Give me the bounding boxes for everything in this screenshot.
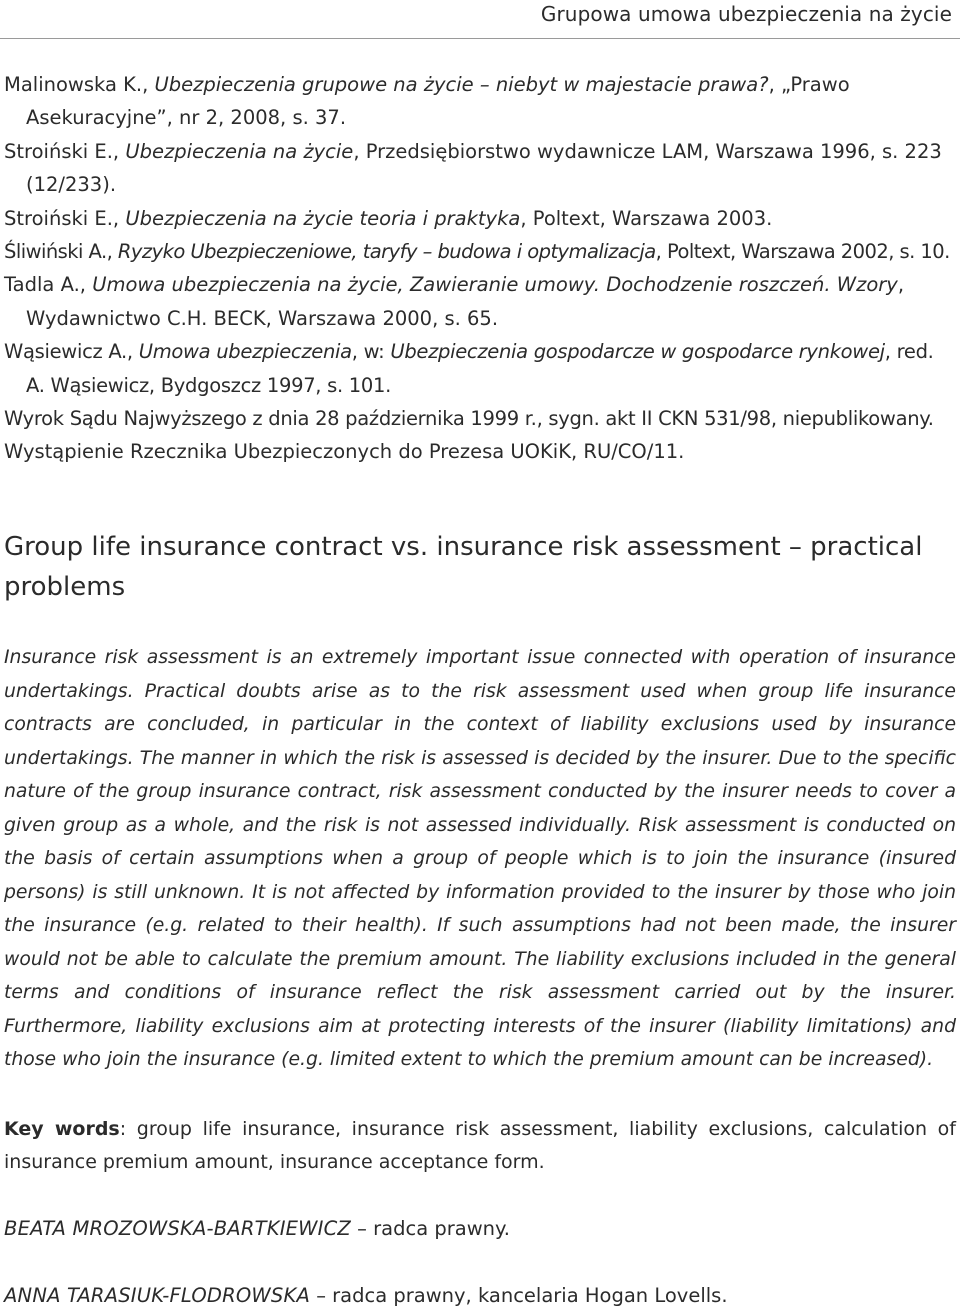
ref-title: Ubezpieczenia gospodarcze w gospodarce rynkowej xyxy=(390,340,885,364)
ref-details: Poltext, Warszawa 2002, s. 10. xyxy=(666,240,950,264)
ref-author: Stroiński E. xyxy=(4,139,113,163)
author-note xyxy=(4,1214,510,1244)
ref-details: Wydawnictwo C.H. BECK, Warszawa 2000, s. 65. xyxy=(26,306,499,330)
reference-item: Tadla A., Umowa ubezpieczenia na życie, Zawieranie umowy. Dochodzenie roszczeń. Wzory, Wydawnictwo C.H. BECK, Warszawa 2000, s. 65. xyxy=(4,273,905,330)
reference-item: Stroiński E., Ubezpieczenia na życie teoria i praktyka, Poltext, Warszawa 2003. xyxy=(4,206,773,230)
ref-details: red. A. Wąsiewicz, Bydgoszcz 1997, s. 101. xyxy=(26,340,934,397)
ref-in: w: xyxy=(363,340,385,364)
reference-item: Śliwiński A., Ryzyko Ubezpieczeniowe, taryfy – budowa i optymalizacja, Poltext, Warszawa 2002, s. 10. xyxy=(4,240,950,264)
ref-title: Ubezpieczenia na życie xyxy=(125,139,354,163)
ref-details: „Prawo Asekuracyjne”, nr 2, 2008, s. 37. xyxy=(26,73,850,130)
ref-title: Umowa ubezpieczenia xyxy=(138,340,352,364)
reference-item: Stroiński E., Ubezpieczenia na życie, Przedsiębiorstwo wydawnicze LAM, Warszawa 1996, s. 223 (12/233). xyxy=(4,139,942,197)
reference-item: Wąsiewicz A., Umowa ubezpieczenia, w: Ubezpieczenia gospodarcze w gospodarce rynkowej, red. A. Wąsiewicz, Bydgoszcz 1997, s. 101. xyxy=(4,340,934,397)
keywords xyxy=(4,1113,956,1179)
running-header: Grupowa umowa ubezpieczenia na życie xyxy=(540,2,952,26)
references-list xyxy=(4,68,956,469)
ref-author: Tadla A. xyxy=(4,273,80,297)
ref-title: Umowa ubezpieczenia na życie, Zawieranie umowy. Dochodzenie roszczeń. Wzory xyxy=(92,273,898,297)
ref-details: Przedsiębiorstwo wydawnicze LAM, Warszawa 1996, s. 223 (12/233). xyxy=(26,139,942,197)
ref-author: Wąsiewicz A. xyxy=(4,340,127,364)
ref-details: Poltext, Warszawa 2003. xyxy=(532,206,773,230)
author-role: – radca prawny, kancelaria Hogan Lovells. xyxy=(310,1284,728,1307)
ref-title: Ubezpieczenia grupowe na życie – niebyt w majestacie prawa? xyxy=(154,73,769,96)
ref-author: Malinowska K. xyxy=(4,73,143,96)
ref-title: Ryzyko Ubezpieczeniowe, taryfy – budowa i optymalizacja xyxy=(117,240,656,264)
keywords-text: : group life insurance, insurance risk assessment, liability exclusions, calculation of insurance premium amount, insurance acceptance form. xyxy=(4,1118,956,1173)
header-rule xyxy=(0,38,960,39)
author-role: – radca prawny. xyxy=(350,1217,510,1240)
ref-author: Śliwiński A. xyxy=(4,240,107,264)
abstract-title: Group life insurance contract vs. insurance risk assessment – practical problems xyxy=(4,532,923,602)
ref-title: Ubezpieczenia na życie teoria i praktyka xyxy=(125,206,521,230)
author-note xyxy=(4,1281,728,1311)
author-name: BEATA MROZOWSKA-BARTKIEWICZ xyxy=(4,1217,351,1240)
reference-item: Malinowska K., Ubezpieczenia grupowe na życie – niebyt w majestacie prawa?, „Prawo Asekuracyjne”, nr 2, 2008, s. 37. xyxy=(4,73,850,130)
reference-item: Wyrok Sądu Najwyższego z dnia 28 października 1999 r., sygn. akt II CKN 531/98, niepublikowany. xyxy=(4,407,934,431)
abstract-body: Insurance risk assessment is an extremely important issue connected with operation of insurance undertakings. Practical doubts arise as to the risk assessment used when group life insurance contracts are concluded, in particular in the context of liability exclusions used by insurance undertakings. The manner in which the risk is assessed is decided by the insurer. Due to the specific nature of the group insurance contract, risk assessment conducted by the insurer needs to cover a given group as a whole, and the risk is not assessed individually. Risk assessment is conducted on the basis of certain assumptions when a group of people which is to join the insurance (insured persons) is still unknown. It is not affected by information provided to the insurer by those who join the insurance (e.g. related to their health). If such assumptions had not been made, the insurer would not be able to calculate the premium amount. The liability exclusions included in the general terms and conditions of insurance reflect the risk assessment carried out by the insurer. Furthermore, liability exclusions aim at protecting interests of the insurer (liability limitations) and those who join the insurance (e.g. limited extent to which the premium amount can be increased). xyxy=(4,647,956,1070)
keywords-label: Key words xyxy=(4,1118,120,1140)
ref-author: Stroiński E. xyxy=(4,206,113,230)
reference-item: Wystąpienie Rzecznika Ubezpieczonych do Prezesa UOKiK, RU/CO/11. xyxy=(4,440,685,464)
author-name: ANNA TARASIUK-FLODROWSKA xyxy=(4,1284,310,1307)
